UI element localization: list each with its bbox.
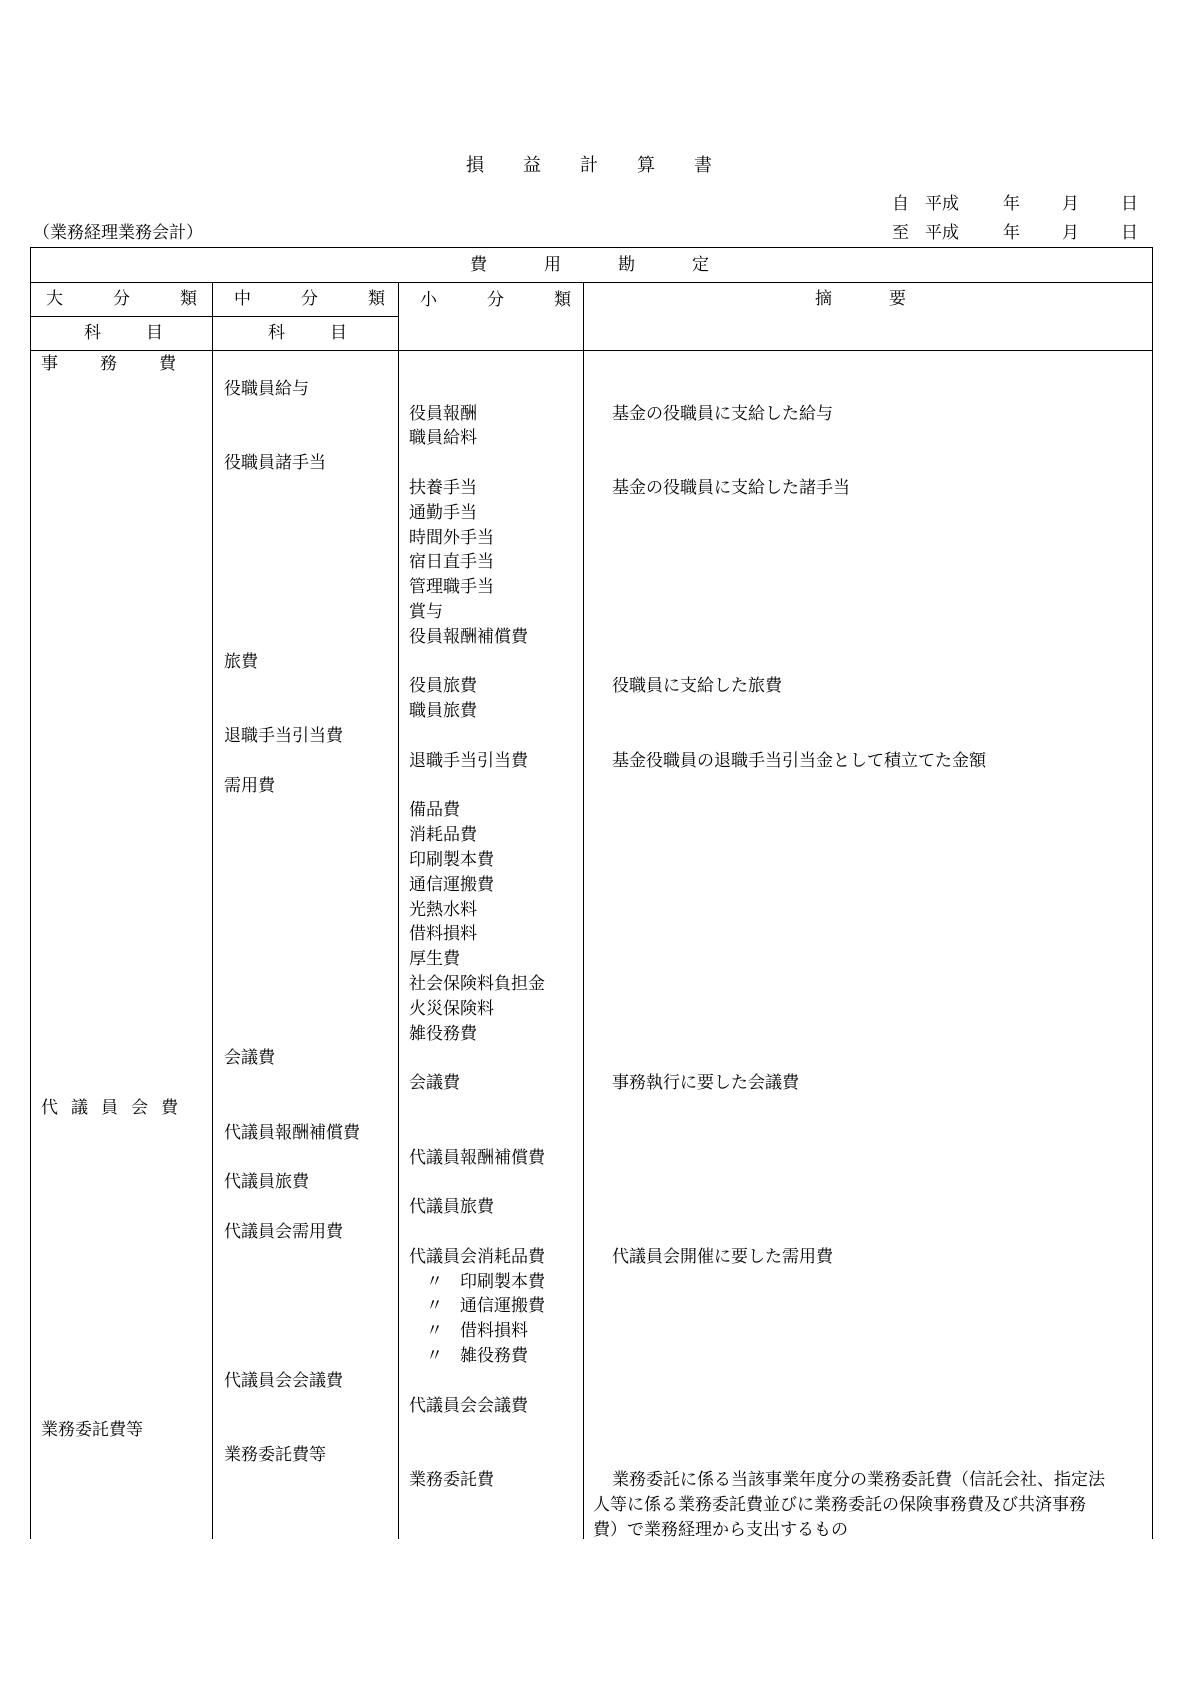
minor-category-cell: 印刷製本費 [409, 850, 494, 870]
major-category-cell: 代議員会費 [41, 1098, 191, 1118]
minor-category-cell: 職員旅費 [409, 701, 477, 722]
table-border-top [30, 247, 1153, 248]
date-to-prefix: 至 [892, 223, 909, 243]
table-divider [30, 316, 399, 317]
summary-cell: 人等に係る業務委託費並びに業務委託の保険事務費及び共済事務 [593, 1494, 1086, 1515]
minor-category-cell: 会議費 [409, 1073, 460, 1094]
minor-category-cell: 賞与 [409, 602, 443, 622]
header-major-subject: 科目 [84, 323, 208, 343]
minor-category-cell: 代議員会消耗品費 [409, 1246, 545, 1267]
date-to-year: 年 [1003, 223, 1020, 243]
middle-category-cell: 代議員報酬補償費 [224, 1122, 360, 1143]
date-to-month: 月 [1062, 223, 1079, 243]
column-divider [583, 282, 584, 1539]
table-border-left [30, 247, 31, 1539]
middle-category-cell: 代議員旅費 [224, 1172, 309, 1193]
middle-category-cell: 業務委託費等 [224, 1445, 326, 1466]
minor-category-cell: 〃 雑役務費 [409, 1346, 528, 1366]
middle-category-cell: 需用費 [224, 775, 275, 796]
minor-category-cell: 扶養手当 [409, 478, 477, 498]
minor-category-cell: 〃 借料損料 [409, 1321, 528, 1342]
date-from-prefix: 自 [892, 194, 909, 214]
header-major: 大分類 [46, 289, 247, 309]
minor-category-cell: 備品費 [409, 800, 460, 821]
minor-category-cell: 役員報酬補償費 [409, 626, 528, 647]
minor-category-cell: 厚生費 [409, 949, 460, 970]
minor-category-cell: 消耗品費 [409, 825, 477, 846]
minor-category-cell: 代議員旅費 [409, 1197, 494, 1218]
section-header: 費用勘定 [470, 255, 766, 275]
minor-category-cell: 業務委託費 [409, 1470, 494, 1490]
summary-cell: 役職員に支給した旅費 [612, 676, 782, 697]
date-from-month: 月 [1062, 194, 1079, 214]
middle-category-cell: 退職手当引当費 [224, 726, 343, 746]
summary-cell: 費）で業務経理から支出するもの [593, 1519, 848, 1540]
table-border-right [1152, 247, 1153, 1539]
middle-category-cell: 代議員会需用費 [224, 1222, 343, 1242]
minor-category-cell: 雑役務費 [409, 1023, 477, 1044]
minor-category-cell: 光熱水料 [409, 899, 477, 920]
column-divider [398, 282, 399, 1539]
minor-category-cell: 役員報酬 [409, 403, 477, 424]
minor-category-cell: 通信運搬費 [409, 874, 494, 895]
date-to-era: 平成 [925, 223, 959, 243]
table-divider [30, 282, 1153, 283]
accounting-unit-label: （業務経理業務会計） [33, 223, 203, 243]
middle-category-cell: 会議費 [224, 1048, 275, 1069]
minor-category-cell: 社会保険料負担金 [409, 974, 545, 994]
date-from-day: 日 [1121, 194, 1138, 214]
middle-category-cell: 役職員給与 [224, 378, 309, 399]
summary-cell: 代議員会開催に要した需用費 [612, 1246, 833, 1267]
minor-category-cell: 通勤手当 [409, 502, 477, 523]
minor-category-cell: 宿日直手当 [409, 552, 494, 573]
minor-category-cell: 時間外手当 [409, 527, 494, 548]
date-from-era: 平成 [925, 194, 959, 214]
summary-cell: 業務委託に係る当該事業年度分の業務委託費（信託会社、指定法 [612, 1470, 1105, 1490]
minor-category-cell: 代議員報酬補償費 [409, 1147, 545, 1168]
summary-cell: 事務執行に要した会議費 [612, 1073, 799, 1094]
summary-cell: 基金役職員の退職手当引当金として積立てた金額 [612, 750, 986, 771]
minor-category-cell: 職員給料 [409, 428, 477, 449]
major-category-cell: 業務委託費等 [41, 1420, 143, 1441]
header-summary: 摘要 [815, 289, 963, 309]
major-category-cell: 事務費 [41, 354, 218, 374]
header-middle-subject: 科目 [268, 323, 392, 343]
minor-category-cell: 〃 通信運搬費 [409, 1296, 545, 1317]
table-header-bottom [30, 350, 1153, 351]
summary-cell: 基金の役職員に支給した諸手当 [612, 478, 850, 498]
middle-category-cell: 役職員諸手当 [224, 453, 326, 474]
document-title: 損益計算書 [466, 155, 751, 176]
minor-category-cell: 代議員会会議費 [409, 1395, 528, 1416]
date-from-year: 年 [1003, 194, 1020, 214]
minor-category-cell: 借料損料 [409, 924, 477, 945]
minor-category-cell: 火災保険料 [409, 998, 494, 1019]
summary-cell: 基金の役職員に支給した給与 [612, 403, 833, 424]
column-divider [212, 282, 213, 1539]
minor-category-cell: 役員旅費 [409, 676, 477, 697]
header-minor: 小分類 [420, 290, 621, 310]
middle-category-cell: 旅費 [224, 651, 258, 672]
minor-category-cell: 管理職手当 [409, 577, 494, 598]
header-middle: 中分類 [234, 289, 435, 309]
minor-category-cell: 〃 印刷製本費 [409, 1271, 545, 1292]
date-to-day: 日 [1121, 223, 1138, 243]
minor-category-cell: 退職手当引当費 [409, 750, 528, 771]
middle-category-cell: 代議員会会議費 [224, 1370, 343, 1391]
